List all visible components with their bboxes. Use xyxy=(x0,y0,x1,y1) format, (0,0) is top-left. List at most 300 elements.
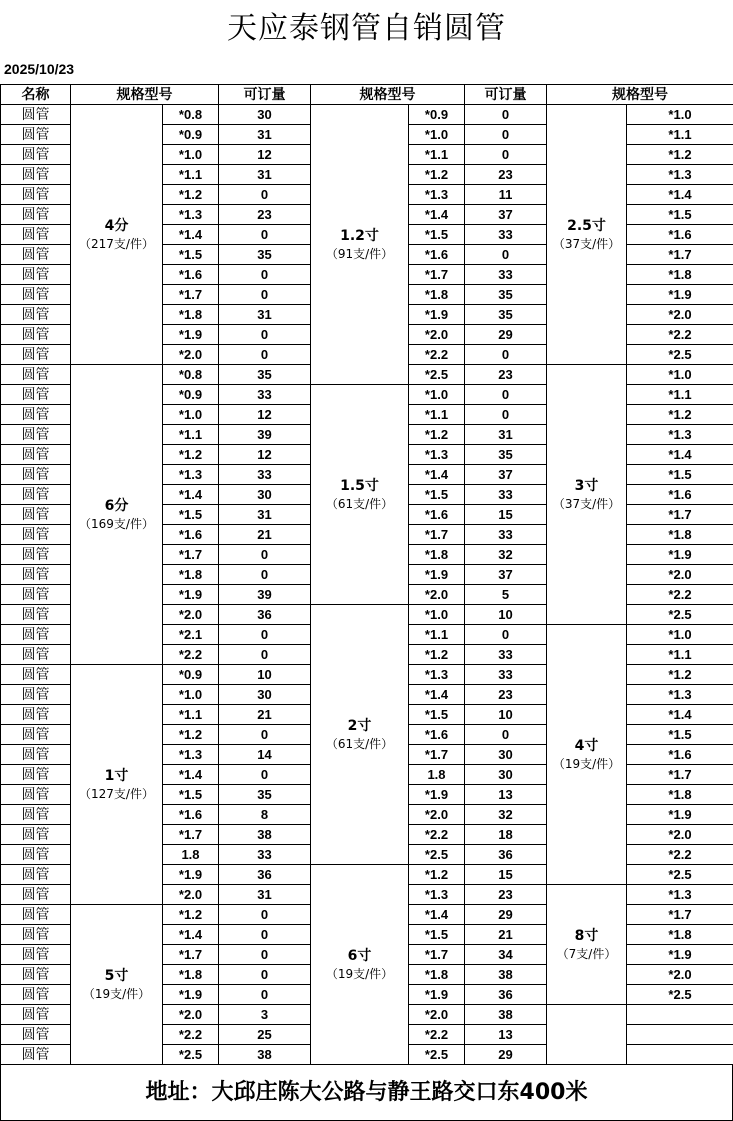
product-name-cell: 圆管 xyxy=(1,845,71,865)
spec-cell: *2.0 xyxy=(163,1005,219,1025)
spec-cell: *2.2 xyxy=(627,325,733,345)
spec-cell: *1.5 xyxy=(163,505,219,525)
product-name-cell: 圆管 xyxy=(1,325,71,345)
qty-cell: 34 xyxy=(465,945,547,965)
spec-cell: *2.2 xyxy=(409,1025,465,1045)
spec-cell: *1.5 xyxy=(409,485,465,505)
spec-cell: *2.0 xyxy=(409,325,465,345)
spec-cell: *2.0 xyxy=(163,605,219,625)
qty-cell: 0 xyxy=(219,225,311,245)
spec-cell: *1.7 xyxy=(627,765,733,785)
qty-cell: 38 xyxy=(465,1005,547,1025)
empty-group-cell xyxy=(547,1005,627,1065)
size-group-note: （37支/件） xyxy=(552,496,621,511)
qty-cell: 0 xyxy=(219,285,311,305)
size-group-note: （217支/件） xyxy=(79,236,154,251)
qty-cell: 30 xyxy=(219,685,311,705)
spec-cell: *1.4 xyxy=(409,905,465,925)
spec-cell: *2.0 xyxy=(627,565,733,585)
spec-cell: *1.6 xyxy=(163,805,219,825)
qty-cell: 31 xyxy=(219,885,311,905)
spec-cell: *2.5 xyxy=(627,345,733,365)
product-name-cell: 圆管 xyxy=(1,945,71,965)
product-name-cell: 圆管 xyxy=(1,105,71,125)
spec-cell: *1.1 xyxy=(163,705,219,725)
spec-cell: *1.4 xyxy=(409,465,465,485)
spec-cell: *2.0 xyxy=(409,585,465,605)
spec-cell: *2.5 xyxy=(627,865,733,885)
qty-cell: 0 xyxy=(219,925,311,945)
spec-cell: *1.7 xyxy=(627,505,733,525)
product-name-cell: 圆管 xyxy=(1,905,71,925)
size-group-cell xyxy=(547,885,627,1005)
spec-cell: 1.8 xyxy=(409,765,465,785)
spec-cell: *0.9 xyxy=(163,385,219,405)
qty-cell: 32 xyxy=(465,805,547,825)
qty-cell: 0 xyxy=(465,725,547,745)
spec-cell: *1.9 xyxy=(409,985,465,1005)
product-name-cell: 圆管 xyxy=(1,345,71,365)
qty-cell: 0 xyxy=(219,725,311,745)
spec-cell: *1.9 xyxy=(163,865,219,885)
spec-cell: *1.7 xyxy=(627,245,733,265)
qty-cell: 29 xyxy=(465,325,547,345)
qty-cell: 29 xyxy=(465,1045,547,1065)
spec-cell: *2.5 xyxy=(627,605,733,625)
spec-cell: *2.0 xyxy=(163,885,219,905)
size-group-label: 5寸 xyxy=(104,967,129,984)
qty-cell: 35 xyxy=(465,445,547,465)
spec-cell: *1.1 xyxy=(627,645,733,665)
table-header-row xyxy=(1,85,733,105)
spec-cell: *1.5 xyxy=(163,785,219,805)
qty-cell: 15 xyxy=(465,505,547,525)
size-group-cell xyxy=(71,105,163,365)
header-name: 名称 xyxy=(1,85,71,105)
qty-cell: 25 xyxy=(219,1025,311,1045)
spec-cell: *0.8 xyxy=(163,365,219,385)
sheet-date: 2025/10/23 xyxy=(4,61,75,77)
qty-cell: 39 xyxy=(219,425,311,445)
spec-cell: *1.2 xyxy=(163,185,219,205)
qty-cell: 10 xyxy=(219,665,311,685)
spec-cell: *1.7 xyxy=(409,945,465,965)
header-spec-3: 规格型号 xyxy=(547,85,733,105)
spec-cell: *2.5 xyxy=(627,985,733,1005)
spec-cell: *2.5 xyxy=(409,1045,465,1065)
spec-cell: *1.8 xyxy=(409,545,465,565)
size-group-note: （127支/件） xyxy=(79,786,154,801)
spec-cell: *2.5 xyxy=(409,845,465,865)
spec-cell: *1.3 xyxy=(409,665,465,685)
spec-cell: *2.5 xyxy=(409,365,465,385)
product-name-cell: 圆管 xyxy=(1,1005,71,1025)
spec-cell: *1.4 xyxy=(163,485,219,505)
spec-cell: *1.6 xyxy=(627,225,733,245)
qty-cell: 0 xyxy=(219,965,311,985)
qty-cell: 13 xyxy=(465,785,547,805)
qty-cell: 0 xyxy=(465,405,547,425)
spec-cell: *1.4 xyxy=(163,225,219,245)
spec-cell: *1.4 xyxy=(163,765,219,785)
qty-cell: 0 xyxy=(465,105,547,125)
qty-cell: 11 xyxy=(465,185,547,205)
size-group-label: 4寸 xyxy=(574,737,599,754)
spec-cell: *2.2 xyxy=(163,1025,219,1045)
product-name-cell: 圆管 xyxy=(1,565,71,585)
spec-cell: *1.4 xyxy=(627,445,733,465)
qty-cell: 39 xyxy=(219,585,311,605)
spec-cell: *1.2 xyxy=(409,645,465,665)
spec-cell: *2.2 xyxy=(163,645,219,665)
size-group-cell xyxy=(311,385,409,605)
spec-cell: *1.7 xyxy=(409,525,465,545)
qty-cell: 35 xyxy=(465,305,547,325)
spec-cell: *1.3 xyxy=(627,685,733,705)
spec-cell: *1.6 xyxy=(409,245,465,265)
size-group-note: （61支/件） xyxy=(325,736,394,751)
spec-cell: *2.0 xyxy=(409,1005,465,1025)
product-name-cell: 圆管 xyxy=(1,965,71,985)
spec-cell: *1.4 xyxy=(627,185,733,205)
product-name-cell: 圆管 xyxy=(1,865,71,885)
qty-cell: 15 xyxy=(465,865,547,885)
spec-cell: *1.0 xyxy=(627,365,733,385)
product-name-cell: 圆管 xyxy=(1,485,71,505)
spec-cell: *1.3 xyxy=(409,185,465,205)
qty-cell: 8 xyxy=(219,805,311,825)
product-name-cell: 圆管 xyxy=(1,765,71,785)
qty-cell: 0 xyxy=(219,325,311,345)
qty-cell: 33 xyxy=(219,385,311,405)
spec-cell: *1.8 xyxy=(627,785,733,805)
spec-cell: *1.0 xyxy=(163,405,219,425)
size-group-label: 6分 xyxy=(104,497,129,514)
spec-cell: *1.9 xyxy=(409,565,465,585)
qty-cell: 30 xyxy=(219,485,311,505)
qty-cell: 0 xyxy=(219,645,311,665)
product-name-cell: 圆管 xyxy=(1,285,71,305)
qty-cell: 33 xyxy=(219,845,311,865)
qty-cell: 10 xyxy=(465,705,547,725)
spec-cell: *1.5 xyxy=(409,705,465,725)
size-group-cell xyxy=(311,105,409,385)
qty-cell: 35 xyxy=(465,285,547,305)
spec-cell: *1.2 xyxy=(163,445,219,465)
product-name-cell: 圆管 xyxy=(1,545,71,565)
spec-cell: *1.3 xyxy=(163,205,219,225)
size-group-note: （19支/件） xyxy=(82,986,151,1001)
qty-cell: 32 xyxy=(465,545,547,565)
size-group-label: 4分 xyxy=(104,217,129,234)
qty-cell: 0 xyxy=(219,345,311,365)
qty-cell: 13 xyxy=(465,1025,547,1045)
table-body xyxy=(1,105,733,1065)
spec-cell: *2.0 xyxy=(409,805,465,825)
spec-cell: *1.2 xyxy=(163,725,219,745)
product-name-cell: 圆管 xyxy=(1,465,71,485)
size-group-cell xyxy=(71,365,163,665)
qty-cell: 21 xyxy=(465,925,547,945)
spec-cell: *1.8 xyxy=(627,925,733,945)
product-name-cell: 圆管 xyxy=(1,805,71,825)
qty-cell: 12 xyxy=(219,405,311,425)
product-name-cell: 圆管 xyxy=(1,225,71,245)
qty-cell: 0 xyxy=(465,245,547,265)
spec-cell: *1.0 xyxy=(409,125,465,145)
spec-cell: *1.9 xyxy=(627,945,733,965)
qty-cell: 36 xyxy=(465,985,547,1005)
spec-cell: *1.1 xyxy=(163,425,219,445)
qty-cell: 0 xyxy=(219,985,311,1005)
size-group-label: 8寸 xyxy=(574,927,599,944)
product-name-cell: 圆管 xyxy=(1,265,71,285)
product-name-cell: 圆管 xyxy=(1,445,71,465)
qty-cell: 33 xyxy=(465,665,547,685)
qty-cell: 33 xyxy=(465,525,547,545)
spec-cell: *0.9 xyxy=(163,665,219,685)
size-group-note: （19支/件） xyxy=(325,966,394,981)
qty-cell: 14 xyxy=(219,745,311,765)
spec-cell: *1.8 xyxy=(409,285,465,305)
spec-cell: *1.6 xyxy=(409,725,465,745)
spec-cell: *1.0 xyxy=(627,105,733,125)
qty-cell: 37 xyxy=(465,205,547,225)
qty-cell: 38 xyxy=(219,825,311,845)
spec-cell: *1.4 xyxy=(163,925,219,945)
spec-cell: *1.0 xyxy=(627,625,733,645)
size-group-label: 2.5寸 xyxy=(567,217,606,234)
qty-cell: 36 xyxy=(465,845,547,865)
spec-cell: *0.8 xyxy=(163,105,219,125)
spec-cell: *1.9 xyxy=(627,285,733,305)
spec-cell: *1.6 xyxy=(163,265,219,285)
qty-cell: 0 xyxy=(465,625,547,645)
spec-cell: *1.3 xyxy=(627,425,733,445)
spec-cell: *1.9 xyxy=(409,305,465,325)
qty-cell: 37 xyxy=(465,465,547,485)
spec-cell: *1.7 xyxy=(163,945,219,965)
size-group-cell xyxy=(71,905,163,1065)
size-group-cell xyxy=(71,665,163,905)
spec-cell: *1.4 xyxy=(409,685,465,705)
spec-cell: *2.0 xyxy=(627,305,733,325)
product-name-cell: 圆管 xyxy=(1,125,71,145)
qty-cell: 36 xyxy=(219,605,311,625)
product-name-cell: 圆管 xyxy=(1,665,71,685)
qty-cell: 36 xyxy=(219,865,311,885)
header-spec-2: 规格型号 xyxy=(311,85,465,105)
qty-cell: 0 xyxy=(219,565,311,585)
product-name-cell: 圆管 xyxy=(1,725,71,745)
spec-cell: *1.9 xyxy=(627,805,733,825)
product-name-cell: 圆管 xyxy=(1,425,71,445)
spec-cell: *1.2 xyxy=(627,145,733,165)
size-group-note: （61支/件） xyxy=(325,496,394,511)
product-name-cell: 圆管 xyxy=(1,145,71,165)
qty-cell: 0 xyxy=(219,905,311,925)
product-name-cell: 圆管 xyxy=(1,245,71,265)
qty-cell: 10 xyxy=(465,605,547,625)
spec-cell: *2.1 xyxy=(163,625,219,645)
qty-cell: 35 xyxy=(219,785,311,805)
qty-cell: 12 xyxy=(219,445,311,465)
header-qty-1: 可订量 xyxy=(219,85,311,105)
spec-cell: *1.8 xyxy=(163,305,219,325)
qty-cell: 0 xyxy=(465,345,547,365)
qty-cell: 0 xyxy=(219,625,311,645)
product-name-cell: 圆管 xyxy=(1,685,71,705)
header-qty-2: 可订量 xyxy=(465,85,547,105)
spec-cell: *1.6 xyxy=(409,505,465,525)
spec-cell: *2.0 xyxy=(627,965,733,985)
qty-cell: 33 xyxy=(465,645,547,665)
spec-cell: *1.5 xyxy=(627,465,733,485)
spec-cell: *1.9 xyxy=(627,545,733,565)
spec-cell: *1.3 xyxy=(163,465,219,485)
qty-cell: 12 xyxy=(219,145,311,165)
spec-cell: *1.5 xyxy=(409,225,465,245)
empty-spec-cell xyxy=(627,1005,733,1025)
spec-cell: *1.3 xyxy=(627,885,733,905)
qty-cell: 21 xyxy=(219,705,311,725)
product-name-cell: 圆管 xyxy=(1,985,71,1005)
qty-cell: 3 xyxy=(219,1005,311,1025)
spec-cell: *1.0 xyxy=(409,385,465,405)
product-name-cell: 圆管 xyxy=(1,625,71,645)
spec-cell: *1.0 xyxy=(163,145,219,165)
size-group-cell xyxy=(547,625,627,885)
qty-cell: 5 xyxy=(465,585,547,605)
spec-cell: *2.2 xyxy=(627,845,733,865)
qty-cell: 30 xyxy=(219,105,311,125)
spec-cell: *1.7 xyxy=(163,825,219,845)
spec-cell: *1.1 xyxy=(627,385,733,405)
spec-cell: *1.9 xyxy=(409,785,465,805)
qty-cell: 35 xyxy=(219,365,311,385)
product-name-cell: 圆管 xyxy=(1,1045,71,1065)
qty-cell: 33 xyxy=(465,485,547,505)
qty-cell: 0 xyxy=(219,765,311,785)
qty-cell: 0 xyxy=(465,145,547,165)
qty-cell: 31 xyxy=(219,305,311,325)
spec-cell: *1.1 xyxy=(409,405,465,425)
qty-cell: 0 xyxy=(219,185,311,205)
spec-cell: *2.0 xyxy=(627,825,733,845)
spec-cell: *0.9 xyxy=(409,105,465,125)
product-name-cell: 圆管 xyxy=(1,525,71,545)
spec-cell: *1.1 xyxy=(409,145,465,165)
qty-cell: 21 xyxy=(219,525,311,545)
spec-cell: *1.7 xyxy=(409,265,465,285)
header-spec-1: 规格型号 xyxy=(71,85,219,105)
qty-cell: 29 xyxy=(465,905,547,925)
qty-cell: 33 xyxy=(219,465,311,485)
product-name-cell: 圆管 xyxy=(1,705,71,725)
spec-cell: *1.8 xyxy=(627,265,733,285)
table-row xyxy=(1,105,733,125)
qty-cell: 23 xyxy=(465,365,547,385)
address-footer: 地址：大邱庄陈大公路与静王路交口东400米 xyxy=(0,1065,733,1121)
spec-cell: *1.8 xyxy=(409,965,465,985)
spec-cell: *1.0 xyxy=(163,685,219,705)
size-group-label: 6寸 xyxy=(347,947,372,964)
size-group-label: 1.2寸 xyxy=(340,227,379,244)
spec-cell: *2.2 xyxy=(409,345,465,365)
spec-cell: *2.2 xyxy=(409,825,465,845)
spec-cell: *1.2 xyxy=(409,865,465,885)
spec-cell: *1.9 xyxy=(163,325,219,345)
product-name-cell: 圆管 xyxy=(1,185,71,205)
stock-table xyxy=(0,84,733,1065)
spec-cell: *1.9 xyxy=(163,985,219,1005)
spec-cell: *1.5 xyxy=(409,925,465,945)
product-name-cell: 圆管 xyxy=(1,365,71,385)
qty-cell: 30 xyxy=(465,745,547,765)
qty-cell: 38 xyxy=(219,1045,311,1065)
product-name-cell: 圆管 xyxy=(1,925,71,945)
qty-cell: 23 xyxy=(465,165,547,185)
spec-cell: 1.8 xyxy=(163,845,219,865)
product-name-cell: 圆管 xyxy=(1,1025,71,1045)
size-group-note: （91支/件） xyxy=(325,246,394,261)
size-group-note: （37支/件） xyxy=(552,236,621,251)
qty-cell: 23 xyxy=(465,885,547,905)
size-group-note: （19支/件） xyxy=(552,756,621,771)
spec-cell: *1.3 xyxy=(409,445,465,465)
size-group-cell xyxy=(547,365,627,625)
spec-cell: *1.4 xyxy=(409,205,465,225)
qty-cell: 23 xyxy=(219,205,311,225)
qty-cell: 38 xyxy=(465,965,547,985)
product-name-cell: 圆管 xyxy=(1,305,71,325)
spec-cell: *1.5 xyxy=(627,205,733,225)
size-group-label: 1.5寸 xyxy=(340,477,379,494)
qty-cell: 35 xyxy=(219,245,311,265)
product-name-cell: 圆管 xyxy=(1,165,71,185)
spec-cell: *2.0 xyxy=(163,345,219,365)
spec-cell: *2.5 xyxy=(163,1045,219,1065)
product-name-cell: 圆管 xyxy=(1,405,71,425)
size-group-label: 3寸 xyxy=(574,477,599,494)
spec-cell: *1.6 xyxy=(627,745,733,765)
spec-cell: *1.2 xyxy=(627,405,733,425)
spec-cell: *1.6 xyxy=(163,525,219,545)
spec-cell: *1.3 xyxy=(409,885,465,905)
qty-cell: 18 xyxy=(465,825,547,845)
spec-cell: *1.7 xyxy=(627,905,733,925)
spec-cell: *1.5 xyxy=(163,245,219,265)
qty-cell: 31 xyxy=(219,125,311,145)
spec-cell: *2.2 xyxy=(627,585,733,605)
qty-cell: 33 xyxy=(465,265,547,285)
spec-cell: *1.0 xyxy=(409,605,465,625)
product-name-cell: 圆管 xyxy=(1,505,71,525)
spec-cell: *1.4 xyxy=(627,705,733,725)
qty-cell: 0 xyxy=(219,265,311,285)
spec-cell: *1.7 xyxy=(409,745,465,765)
qty-cell: 0 xyxy=(465,125,547,145)
size-group-cell xyxy=(311,605,409,865)
spec-cell: *1.1 xyxy=(163,165,219,185)
qty-cell: 30 xyxy=(465,765,547,785)
qty-cell: 37 xyxy=(465,565,547,585)
size-group-cell xyxy=(311,865,409,1065)
size-group-note: （169支/件） xyxy=(79,516,154,531)
spec-cell: *1.8 xyxy=(627,525,733,545)
spec-cell: *1.1 xyxy=(409,625,465,645)
qty-cell: 0 xyxy=(465,385,547,405)
